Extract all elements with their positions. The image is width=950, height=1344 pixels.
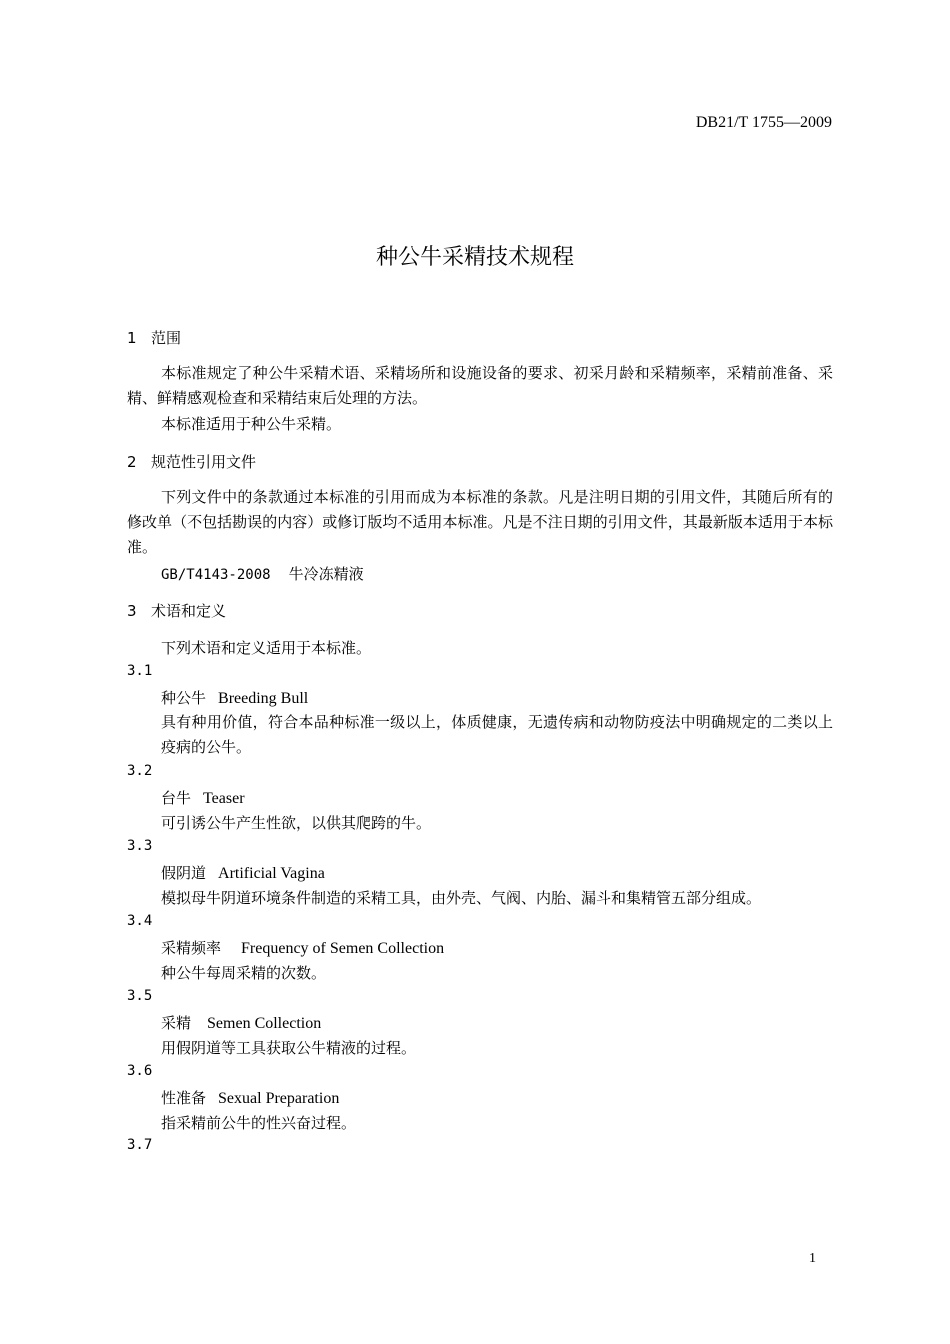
term-definition: 具有种用价值，符合本品种标准一级以上，体质健康，无遗传病和动物防疫法中明确规定的二类以上疫病的公牛。	[161, 713, 833, 756]
section-number: 1	[127, 329, 137, 347]
term-chinese-name: 假阴道	[161, 864, 207, 882]
section-number: 3	[127, 602, 137, 620]
document-code: DB21/T 1755—2009	[695, 114, 832, 131]
term-definition: 指采精前公牛的性兴奋过程。	[161, 1114, 357, 1132]
term-heading	[161, 787, 245, 808]
term-chinese-name: 采精频率	[161, 939, 222, 957]
term-chinese-name: 台牛	[161, 789, 192, 807]
section-title: 范围	[151, 329, 182, 347]
term-english-name: Sexual Preparation	[218, 1090, 340, 1107]
term-chinese-name: 采精	[161, 1014, 192, 1032]
section-2-paragraph-references: 下列文件中的条款通过本标准的引用而成为本标准的条款。凡是注明日期的引用文件，其随后所有的修改单（不包括勘误的内容）或修订版均不适用本标准。凡是不注日期的引用文件，其最新版本适用于本标准。	[127, 488, 833, 556]
term-english-name: Artificial Vagina	[218, 865, 325, 882]
term-definition: 种公牛每周采精的次数。	[161, 964, 327, 982]
section-1-paragraph-scope: 本标准规定了种公牛采精术语、采精场所和设施设备的要求、初采月龄和采精频率，采精前准备、采精、鲜精感观检查和采精结束后处理的方法。	[127, 364, 833, 407]
term-english-name: Frequency of Semen Collection	[241, 940, 445, 957]
term-definition: 模拟母牛阴道环境条件制造的采精工具，由外壳、气阀、内胎、漏斗和集精管五部分组成。	[161, 889, 762, 907]
term-english-name: Semen Collection	[207, 1015, 322, 1032]
section-1-paragraph-applicability: 本标准适用于种公牛采精。	[161, 415, 342, 433]
term-number: 3.2	[127, 763, 153, 779]
section-title: 规范性引用文件	[151, 453, 257, 471]
term-heading	[161, 862, 325, 883]
section-3-intro: 下列术语和定义适用于本标准。	[161, 639, 372, 657]
term-chinese-name: 性准备	[161, 1089, 207, 1107]
term-number: 3.4	[127, 913, 153, 929]
reference-code: GB/T4143-2008	[161, 567, 271, 583]
term-heading	[161, 687, 308, 708]
reference-entry	[161, 563, 364, 584]
term-english-name: Teaser	[203, 790, 245, 807]
term-heading	[161, 1087, 339, 1108]
term-definition: 可引诱公牛产生性欲，以供其爬跨的牛。	[161, 814, 432, 832]
document-title: 种公牛采精技术规程	[375, 245, 574, 270]
section-2-heading	[127, 451, 256, 472]
term-heading	[161, 1012, 321, 1033]
section-title: 术语和定义	[151, 602, 227, 620]
section-1-heading	[127, 327, 181, 348]
reference-title: 牛冷冻精液	[288, 565, 364, 583]
term-chinese-name: 种公牛	[161, 689, 207, 707]
term-heading	[161, 937, 444, 958]
section-3-heading	[127, 600, 226, 621]
section-number: 2	[127, 453, 137, 471]
term-english-name: Breeding Bull	[218, 690, 309, 707]
term-number: 3.1	[127, 663, 153, 679]
term-number: 3.6	[127, 1063, 153, 1079]
term-number: 3.7	[127, 1137, 153, 1153]
term-number: 3.3	[127, 838, 153, 854]
term-definition: 用假阴道等工具获取公牛精液的过程。	[161, 1039, 417, 1057]
term-number: 3.5	[127, 988, 153, 1004]
page-number: 1	[809, 1251, 816, 1266]
